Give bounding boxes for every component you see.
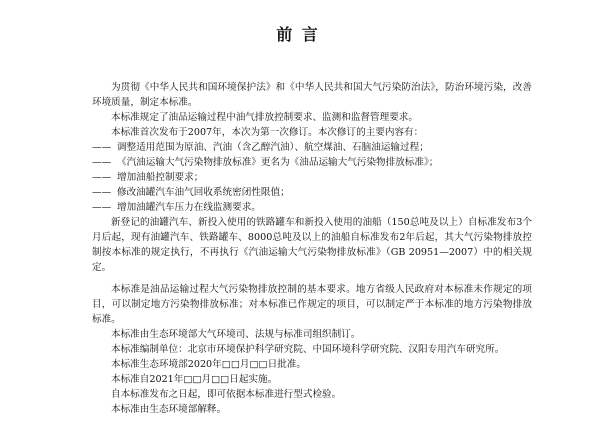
dash-marker: —— xyxy=(92,157,112,168)
paragraph-revision: 本标准首次发布于2007年，本次为第一次修订。本次修订的主要内容有： xyxy=(111,127,424,138)
dash-marker: —— xyxy=(92,187,112,198)
paragraph-drafting-units: 本标准编制单位：北京市环境保护科学研究院、中国环境科学研究院、汉阳专用汽车研究所。 xyxy=(111,344,505,355)
dash-marker: —— xyxy=(92,172,112,183)
paragraph-organizer: 本标准由生态环境部大气环境司、法规与标准司组织制订。 xyxy=(111,329,361,340)
list-item-text: 增加油船控制要求； xyxy=(117,172,204,183)
list-item xyxy=(92,200,532,215)
list-item-text: 调整适用范围为原油、汽油（含乙醇汽油）、航空煤油、石脑油运输过程； xyxy=(117,142,429,153)
paragraph-type-inspection: 自本标准发布之日起，即可依据本标准进行型式检验。 xyxy=(111,389,342,400)
foreword-body xyxy=(92,80,532,417)
paragraph-interpretation: 本标准由生态环境部解释。 xyxy=(111,404,227,415)
dash-marker: —— xyxy=(92,142,112,153)
list-item xyxy=(92,170,532,185)
paragraph-effective-date: 本标准自2021年□□月□□日起实施。 xyxy=(111,374,278,385)
paragraph-scope: 本标准规定了油品运输过程中油气排放控制要求、监测和监督管理要求。 xyxy=(111,112,418,123)
paragraph-approval-date: 本标准生态环境部2020年□□月□□日批准。 xyxy=(111,359,306,370)
list-item xyxy=(92,155,532,170)
paragraph-purpose: 为贯彻《中华人民共和国环境保护法》和《中华人民共和国大气污染防治法》，防治环境污染，改善环境质量，制定本标准。 xyxy=(92,82,532,108)
list-item xyxy=(92,140,532,155)
list-item-text: 《汽油运输大气污染物排放标准》更名为《油品运输大气污染物排放标准》； xyxy=(117,157,439,168)
paragraph-local-standards: 本标准是油品运输过程大气污染物排放控制的基本要求。地方省级人民政府对本标准未作规定的项目，可以制定地方污染物排放标准；对本标准已作规定的项目，可以制定严于本标准的地方污染物排放标准。 xyxy=(92,284,532,325)
dash-marker: —— xyxy=(92,202,112,213)
paragraph-implementation: 新登记的油罐汽车、新投入使用的铁路罐车和新投入使用的油船（150总吨及以上）自标准发布3个月后起，现有油罐汽车、铁路罐车、8000总吨及以上的油船自标准发布2年后起，其大气污染物排放控制按本标准的规定执行，不再执行《汽油运输大气污染物排放标准》（GB 20951—2007）中的相关规定。 xyxy=(92,217,532,273)
list-item-text: 增加油罐汽车压力在线监测要求。 xyxy=(117,202,261,213)
list-item-text: 修改油罐汽车油气回收系统密闭性限值； xyxy=(117,187,290,198)
list-item xyxy=(92,185,532,200)
page-title: 前 言 xyxy=(276,25,320,44)
